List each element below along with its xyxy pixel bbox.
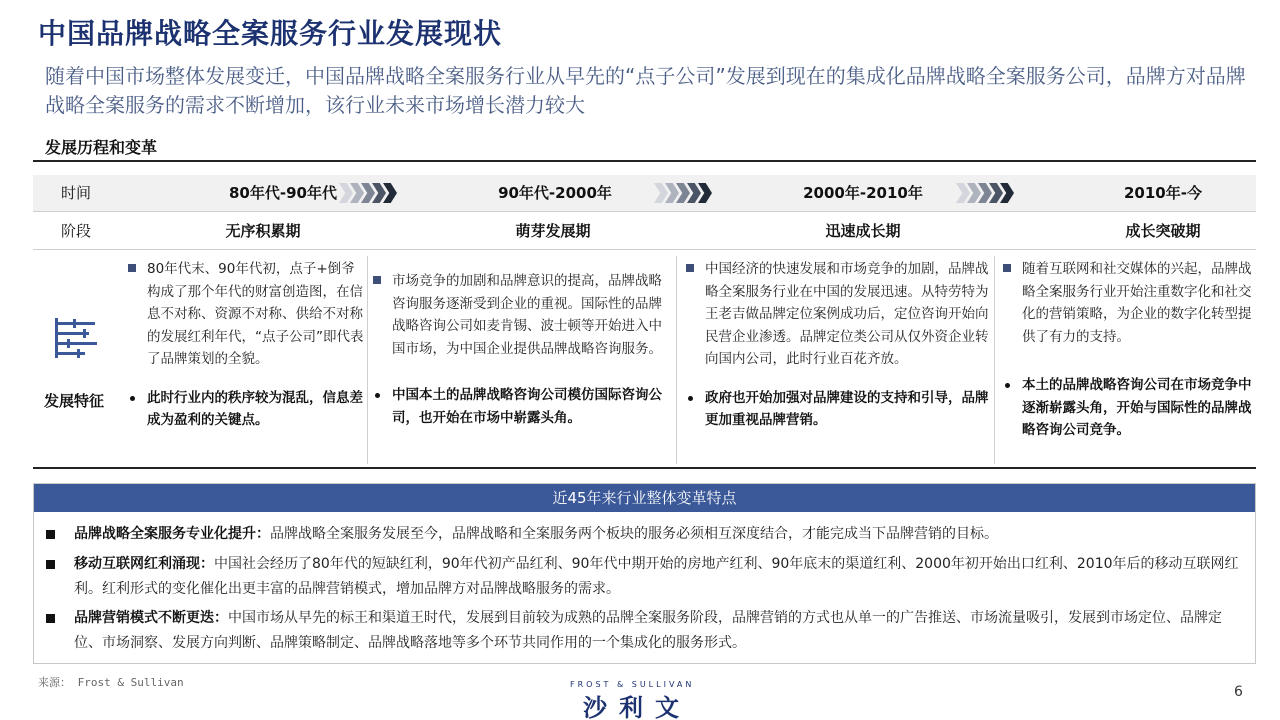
page-subtitle: 随着中国市场整体发展变迁，中国品牌战略全案服务行业从早先的“点子公司”发展到现在的集成化品牌战略全案服务公司，品牌方对品牌战略全案服务的需求不断增加，该行业未来市场增长潜力较大 (45, 64, 1246, 117)
summary-item (44, 606, 1244, 656)
feature-highlight (370, 384, 670, 429)
feature-highlight (683, 387, 993, 432)
column-divider (676, 256, 677, 464)
feature-paragraph-text: 中国经济的快速发展和市场竞争的加剧，品牌战略全案服务行业在中国的发展迅速。从特劳特为王老吉做品牌定位案例成功后，定位咨询开始向民营企业渗透。品牌定位类公司从仅外资企业转向国内公司，此时行业百花齐放。 (705, 261, 989, 367)
time-row-label: 时间 (61, 184, 92, 202)
bullet-dot-icon (1005, 383, 1010, 388)
source-note: 来源： Frost & Sullivan (38, 676, 184, 689)
chevron-arrow-icon (654, 180, 709, 206)
column-divider (367, 256, 368, 464)
timeline-bars-icon (55, 318, 99, 358)
feature-column-1 (125, 258, 365, 432)
page-number: 6 (1234, 684, 1243, 700)
page-title: 中国品牌战略全案服务行业发展现状 (38, 17, 503, 50)
period-stage-1: 无序积累期 (225, 222, 301, 240)
period-time-1: 80年代-90年代 (229, 184, 337, 202)
table-bottom-rule (33, 467, 1256, 469)
feature-column-2 (370, 258, 670, 429)
logo-chinese: 沙利文 (583, 694, 691, 720)
feature-paragraph (125, 258, 365, 371)
period-stage-2: 萌芽发展期 (515, 222, 591, 240)
feature-column-4 (1000, 258, 1252, 442)
feature-paragraph-text: 随着互联网和社交媒体的兴起，品牌战略全案服务行业开始注重数字化和社交化的营销策略，为企业的数字化转型提供了有力的支持。 (1022, 261, 1252, 345)
feature-paragraph (683, 258, 993, 371)
stage-row (33, 213, 1256, 249)
feature-paragraph-text: 80年代末、90年代初，点子+倒爷构成了那个年代的财富创造图，在信息不对称、资源不对称、供给不对称的发展红利年代，“点子公司”即代表了品牌策划的全貌。 (147, 261, 364, 367)
square-bullet-icon (686, 264, 694, 272)
summary-title: 近45年来行业整体变革特点 (34, 484, 1255, 512)
row-rule (33, 211, 1256, 212)
feature-column-3 (683, 258, 993, 432)
summary-item-label: 移动互联网红利涌现： (74, 556, 214, 572)
row-rule (33, 249, 1256, 250)
period-stage-4: 成长突破期 (1125, 222, 1201, 240)
summary-item-label: 品牌营销模式不断更迭： (74, 610, 228, 626)
section-rule (33, 160, 1256, 162)
summary-item (44, 552, 1244, 602)
bullet-dot-icon (130, 396, 135, 401)
square-bullet-icon (46, 530, 55, 539)
section-title: 发展历程和变革 (45, 138, 158, 157)
square-bullet-icon (46, 560, 55, 569)
feature-row-label: 发展特征 (44, 392, 105, 410)
feature-highlight-text: 中国本土的品牌战略咨询公司模仿国际咨询公司，也开始在市场中崭露头角。 (392, 387, 662, 426)
stage-row-label: 阶段 (61, 222, 92, 240)
logo-wordmark: FROST & SULLIVAN (570, 680, 695, 689)
summary-box (33, 483, 1256, 664)
chevron-arrow-icon (339, 180, 394, 206)
chevron-arrow-icon (956, 180, 1011, 206)
feature-paragraph (370, 270, 670, 360)
square-bullet-icon (128, 264, 136, 272)
period-stage-3: 迅速成长期 (825, 222, 901, 240)
feature-paragraph (1000, 258, 1252, 348)
feature-highlight (125, 387, 365, 432)
feature-highlight-text: 本土的品牌战略咨询公司在市场竞争中逐渐崭露头角，开始与国际性的品牌战略咨询公司竞争。 (1022, 377, 1252, 438)
feature-highlight-text: 此时行业内的秩序较为混乱，信息差成为盈利的关键点。 (147, 389, 363, 428)
summary-item-text: 中国社会经历了80年代的短缺红利，90年代初产品红利、90年代中期开始的房地产红利、90年底末的渠道红利、2000年初开始出口红利、2010年后的移动互联网红利。红利形式的变化催化出更丰富的品牌营销模式，增加品牌方对品牌战略服务的需求。 (74, 556, 1239, 597)
feature-highlight (1000, 374, 1252, 442)
summary-item (44, 522, 1244, 547)
summary-item-label: 品牌战略全案服务专业化提升： (74, 526, 270, 542)
period-time-4: 2010年-今 (1124, 184, 1202, 202)
summary-item-text: 中国市场从早先的标王和渠道王时代，发展到目前较为成熟的品牌全案服务阶段，品牌营销的方式也从单一的广告推送、市场流量吸引，发展到市场定位、品牌定位、市场洞察、发展方向判断、品牌策略制定、品牌战略落地等多个环节共同作用的一个集成化的服务形式。 (74, 610, 1222, 651)
square-bullet-icon (373, 276, 381, 284)
square-bullet-icon (46, 614, 55, 623)
square-bullet-icon (1003, 264, 1011, 272)
feature-paragraph-text: 市场竞争的加剧和品牌意识的提高，品牌战略咨询服务逐渐受到企业的重视。国际性的品牌战略咨询公司如麦肯锡、波士顿等开始进入中国市场，为中国企业提供品牌战略咨询服务。 (392, 273, 662, 357)
time-row (33, 175, 1256, 211)
bullet-dot-icon (375, 393, 380, 398)
column-divider (994, 256, 995, 464)
summary-item-text: 品牌战略全案服务发展至今，品牌战略和全案服务两个板块的服务必须相互深度结合，才能完成当下品牌营销的目标。 (270, 526, 998, 542)
bullet-dot-icon (688, 396, 693, 401)
period-time-2: 90年代-2000年 (498, 184, 612, 202)
feature-highlight-text: 政府也开始加强对品牌建设的支持和引导，品牌更加重视品牌营销。 (705, 389, 989, 428)
period-time-3: 2000年-2010年 (803, 184, 923, 202)
